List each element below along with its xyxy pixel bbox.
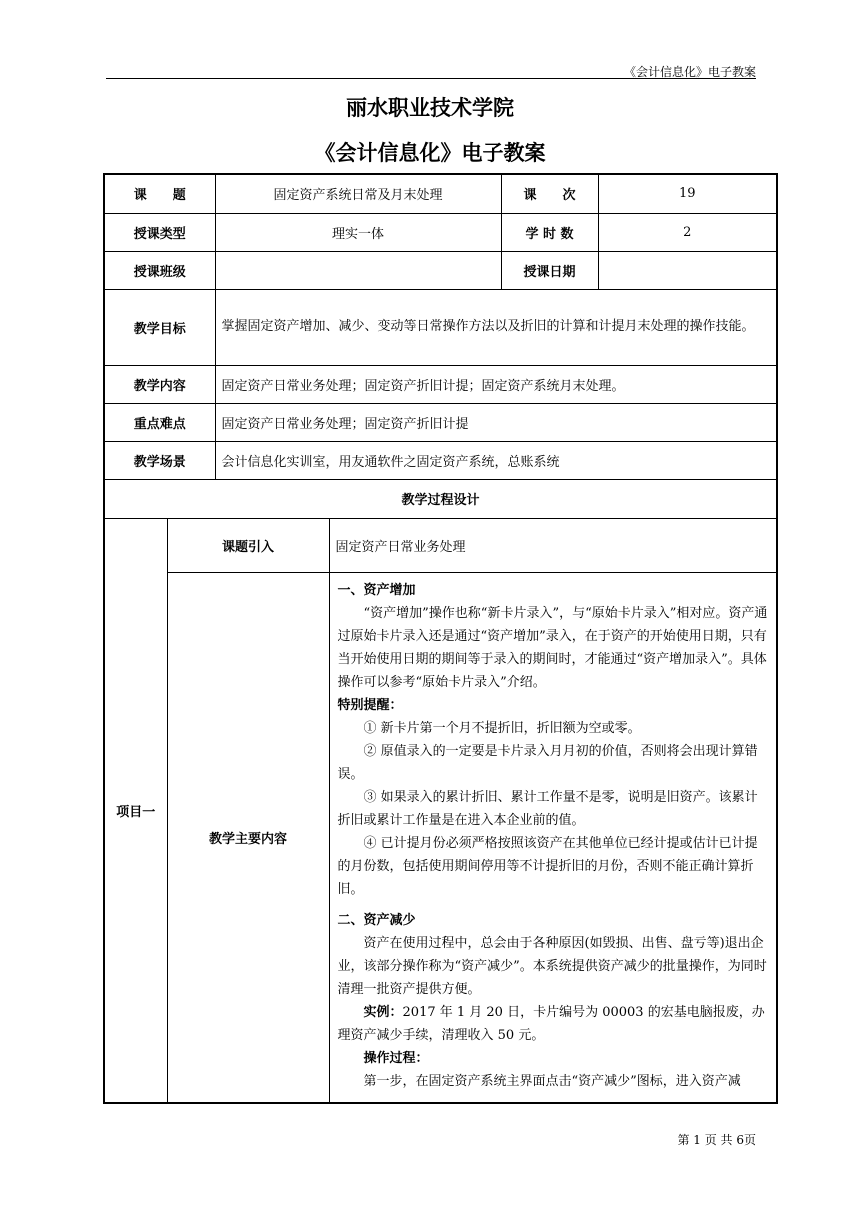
- operation-label: 操作过程：: [363, 1050, 429, 1066]
- page-number: 第 1 页 共 6页: [677, 1133, 756, 1147]
- header-rule: [106, 78, 756, 79]
- example-text: 2017 年 1 月 20 日，卡片编号为 00003 的宏基电脑报废，办理资产减少手续，清理收入 50 元。: [337, 1004, 765, 1043]
- main-content-body: [329, 572, 777, 1103]
- row-class: [104, 251, 777, 289]
- row-scene: [104, 441, 777, 479]
- project-label: 项目一: [104, 518, 167, 1103]
- row-main-content: [104, 572, 777, 1103]
- content-label: 教学内容: [104, 365, 215, 403]
- intro-value: 固定资产日常业务处理: [329, 518, 777, 572]
- hours-label: 学 时 数: [501, 213, 598, 251]
- scene-value: 会计信息化实训室，用友通软件之固定资产系统，总账系统: [215, 441, 777, 479]
- running-header: 《会计信息化》电子教案: [623, 65, 756, 79]
- row-content: [104, 365, 777, 403]
- row-key: [104, 403, 777, 441]
- lesson-plan-table: [103, 173, 778, 1104]
- para-asset-decrease: 资产在使用过程中，总会由于各种原因(如毁损、出售、盘亏等)退出企业，该部分操作称为“资产减少”。本系统提供资产减少的批量操作，为同时清理一批资产提供方便。: [337, 935, 767, 997]
- type-value: 理实一体: [215, 213, 501, 251]
- content-value: 固定资产日常业务处理；固定资产折旧计提；固定资产系统月末处理。: [215, 365, 777, 403]
- reminder-1: ① 新卡片第一个月不提折旧，折旧额为空或零。: [363, 720, 641, 736]
- heading-asset-increase: 一、资产增加: [337, 582, 416, 598]
- step-1: 第一步，在固定资产系统主界面点击“资产减少”图标，进入资产减: [363, 1073, 741, 1089]
- row-topic: [104, 174, 777, 213]
- class-value: [215, 251, 501, 289]
- heading-asset-decrease: 二、资产减少: [337, 912, 416, 928]
- lesson-label: 课 次: [501, 174, 598, 213]
- reminder-3: ③ 如果录入的累计折旧、累计工作量不是零，说明是旧资产。该累计折旧或累计工作量是在进入本企业前的值。: [337, 789, 758, 828]
- date-label: 授课日期: [501, 251, 598, 289]
- goal-value: 掌握固定资产增加、减少、变动等日常操作方法以及折旧的计算和计提月末处理的操作技能。: [215, 289, 777, 365]
- goal-label: 教学目标: [104, 289, 215, 365]
- school-title: 丽水职业技术学院: [346, 96, 514, 120]
- process-title: 教学过程设计: [104, 479, 777, 518]
- scene-label: 教学场景: [104, 441, 215, 479]
- example-label: 实例：: [363, 1004, 403, 1020]
- example-para: [338, 1001, 769, 1047]
- topic-label: 课 题: [104, 174, 215, 213]
- key-label: 重点难点: [104, 403, 215, 441]
- row-intro: [104, 518, 777, 572]
- reminder-2: ② 原值录入的一定要是卡片录入月月初的价值，否则将会出现计算错误。: [337, 743, 758, 782]
- main-content-label: 教学主要内容: [167, 572, 329, 1103]
- hours-value: 2: [598, 213, 777, 251]
- topic-value: 固定资产系统日常及月末处理: [215, 174, 501, 213]
- special-reminder-label: 特别提醒：: [337, 697, 403, 713]
- row-process-title: [104, 479, 777, 518]
- key-value: 固定资产日常业务处理；固定资产折旧计提: [215, 403, 777, 441]
- type-label: 授课类型: [104, 213, 215, 251]
- reminder-4: ④ 已计提月份必须严格按照该资产在其他单位已经计提或估计已计提的月份数，包括使用期间停用等不计提折旧的月份，否则不能正确计算折旧。: [337, 835, 758, 897]
- row-goal: [104, 289, 777, 365]
- date-value: [598, 251, 777, 289]
- intro-label: 课题引入: [167, 518, 329, 572]
- row-type: [104, 213, 777, 251]
- lesson-value: 19: [598, 174, 777, 213]
- class-label: 授课班级: [104, 251, 215, 289]
- para-asset-increase: “资产增加”操作也称“新卡片录入”，与“原始卡片录入”相对应。资产通过原始卡片录入还是通过“资产增加”录入，在于资产的开始使用日期，只有当开始使用日期的期间等于录入的期间时，才能通过“资产增加录入”。具体操作可以参考“原始卡片录入”介绍。: [337, 605, 768, 690]
- document-title: 《会计信息化》电子教案: [314, 141, 546, 165]
